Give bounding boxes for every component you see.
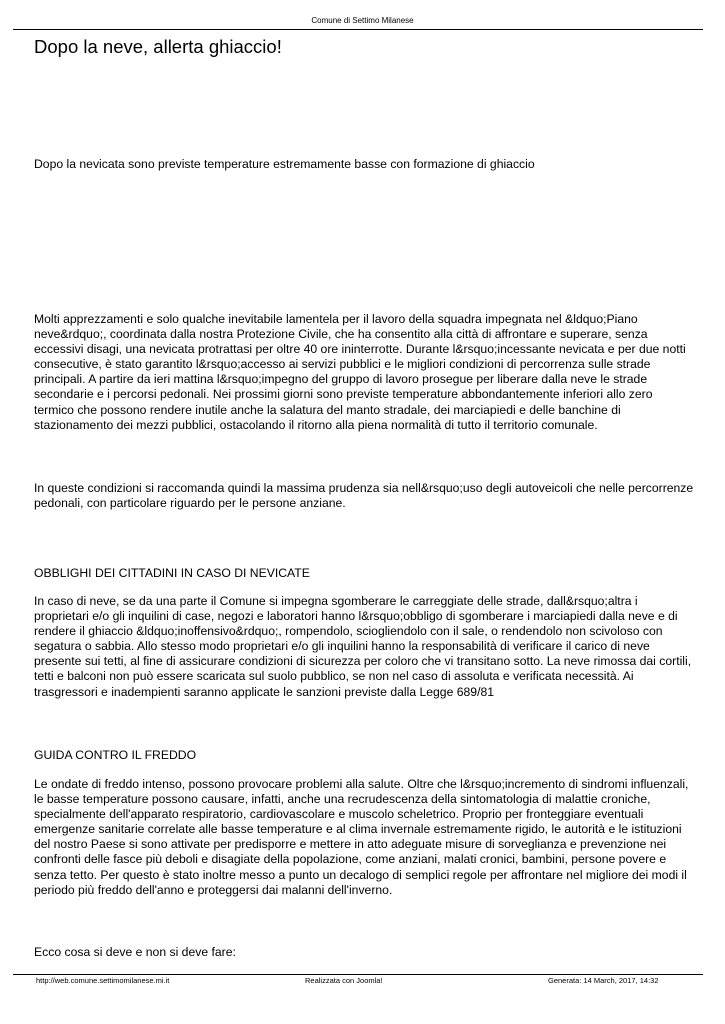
article-paragraph: Le ondate di freddo intenso, possono provocare problemi alla salute. Oltre che l&rsquo;incremento di sindromi influenzali, le basse temperature possono causare, infatti, anche una recrudescenza della sintomatologia di malattie croniche, specialmente dell'apparato respiratorio, cardiovascolare e muscolo scheletrico. Proprio per fronteggiare eventuali emergenze sanitarie correlate alle basse temperature e al clima invernale estremamente rigido, le autorità e le istituzioni del nostro Paese si sono attivate per predisporre e mettere in atto adeguate misure di sorveglianza e prevenzione nei confronti delle fasce più deboli e disagiate della popolazione, come anziani, malati cronici, bambini, persone povere e senza tetto. Per questo è stato inoltre messo a punto un decalogo di semplici regole per affrontare nel migliore dei modi il periodo più freddo dell'anno e proteggersi dai malanni dell'inverno. bbox=[34, 777, 689, 897]
article-paragraph: Molti apprezzamenti e solo qualche inevitabile lamentela per il lavoro della squadra impegnata nel &ldquo;Piano neve&rdquo;, coordinata dalla nostra Protezione Civile, che ha consentito alla città di affrontare e superare, senza eccessivi disagi, una nevicata protrattasi per oltre 40 ore ininterrotte. Durante l&rsquo;incessante nevicata e per due notti consecutive, è stato garantito l&rsquo;accesso ai servizi pubblici e le migliori condizioni di percorrenza sulle strade principali. A partire da ieri mattina l&rsquo;impegno del gruppo di lavoro prosegue per liberare dalla neve le strade secondarie e i percorsi pedonali. Nei prossimi giorni sono previste temperature abbondantemente inferiori allo zero termico che possono rendere inutile anche la salatura del manto stradale, dei marciapiedi e delle banchine di stazionamento dei mezzi pubblici, ostacolando il ritorno alla piena normalità di tutto il territorio comunale. bbox=[34, 312, 686, 432]
article-closing: Ecco cosa si deve e non si deve fare: bbox=[34, 945, 236, 959]
section-heading-obblighi: OBBLIGHI DEI CITTADINI IN CASO DI NEVICATE bbox=[34, 566, 310, 580]
footer-made-with: Realizzata con Joomla! bbox=[305, 976, 383, 985]
article-paragraph: In caso di neve, se da una parte il Comune si impegna sgomberare le carreggiate delle strade, dall&rsquo;altra i proprietari e/o gli inquilini di case, negozi e laboratori hanno l&rsquo;obbligo di sgomberare i marciapiedi dalla neve e di rendere il ghiaccio &ldquo;inoffensivo&rdquo;, rompendolo, sciogliendolo con il sale, o rendendolo non scivoloso con segatura o sabbia. Allo stesso modo proprietari e/o gli inquilini hanno la responsabilità di verificare il carico di neve presente sui tetti, al fine di assicurare condizioni di sicurezza per coloro che vi transitano sotto. La neve rimossa dai cortili, tetti e balconi non può essere scaricata sul suolo pubblico, se non nel caso di assoluta e verificata necessità. Ai trasgressori e inadempienti saranno applicate le sanzioni previste dalla Legge 689/81 bbox=[34, 594, 692, 699]
article-title: Dopo la neve, allerta ghiaccio! bbox=[34, 36, 282, 57]
section-heading-freddo: GUIDA CONTRO IL FREDDO bbox=[34, 748, 197, 762]
site-name-header: Comune di Settimo Milanese bbox=[311, 16, 414, 25]
footer-site-url[interactable]: http://web.comune.settimomilanese.mi.it bbox=[36, 976, 170, 985]
article-paragraph: In queste condizioni si raccomanda quindi la massima prudenza sia nell&rsquo;uso degli autoveicoli che nelle percorrenze pedonali, con particolare riguardo per le persone anziane. bbox=[34, 481, 694, 511]
footer-divider bbox=[13, 974, 703, 975]
footer-generated-date: Generata: 14 March, 2017, 14:32 bbox=[548, 976, 659, 985]
article-intro: Dopo la nevicata sono previste temperature estremamente basse con formazione di ghiaccio bbox=[34, 157, 535, 171]
header-divider bbox=[13, 29, 703, 30]
